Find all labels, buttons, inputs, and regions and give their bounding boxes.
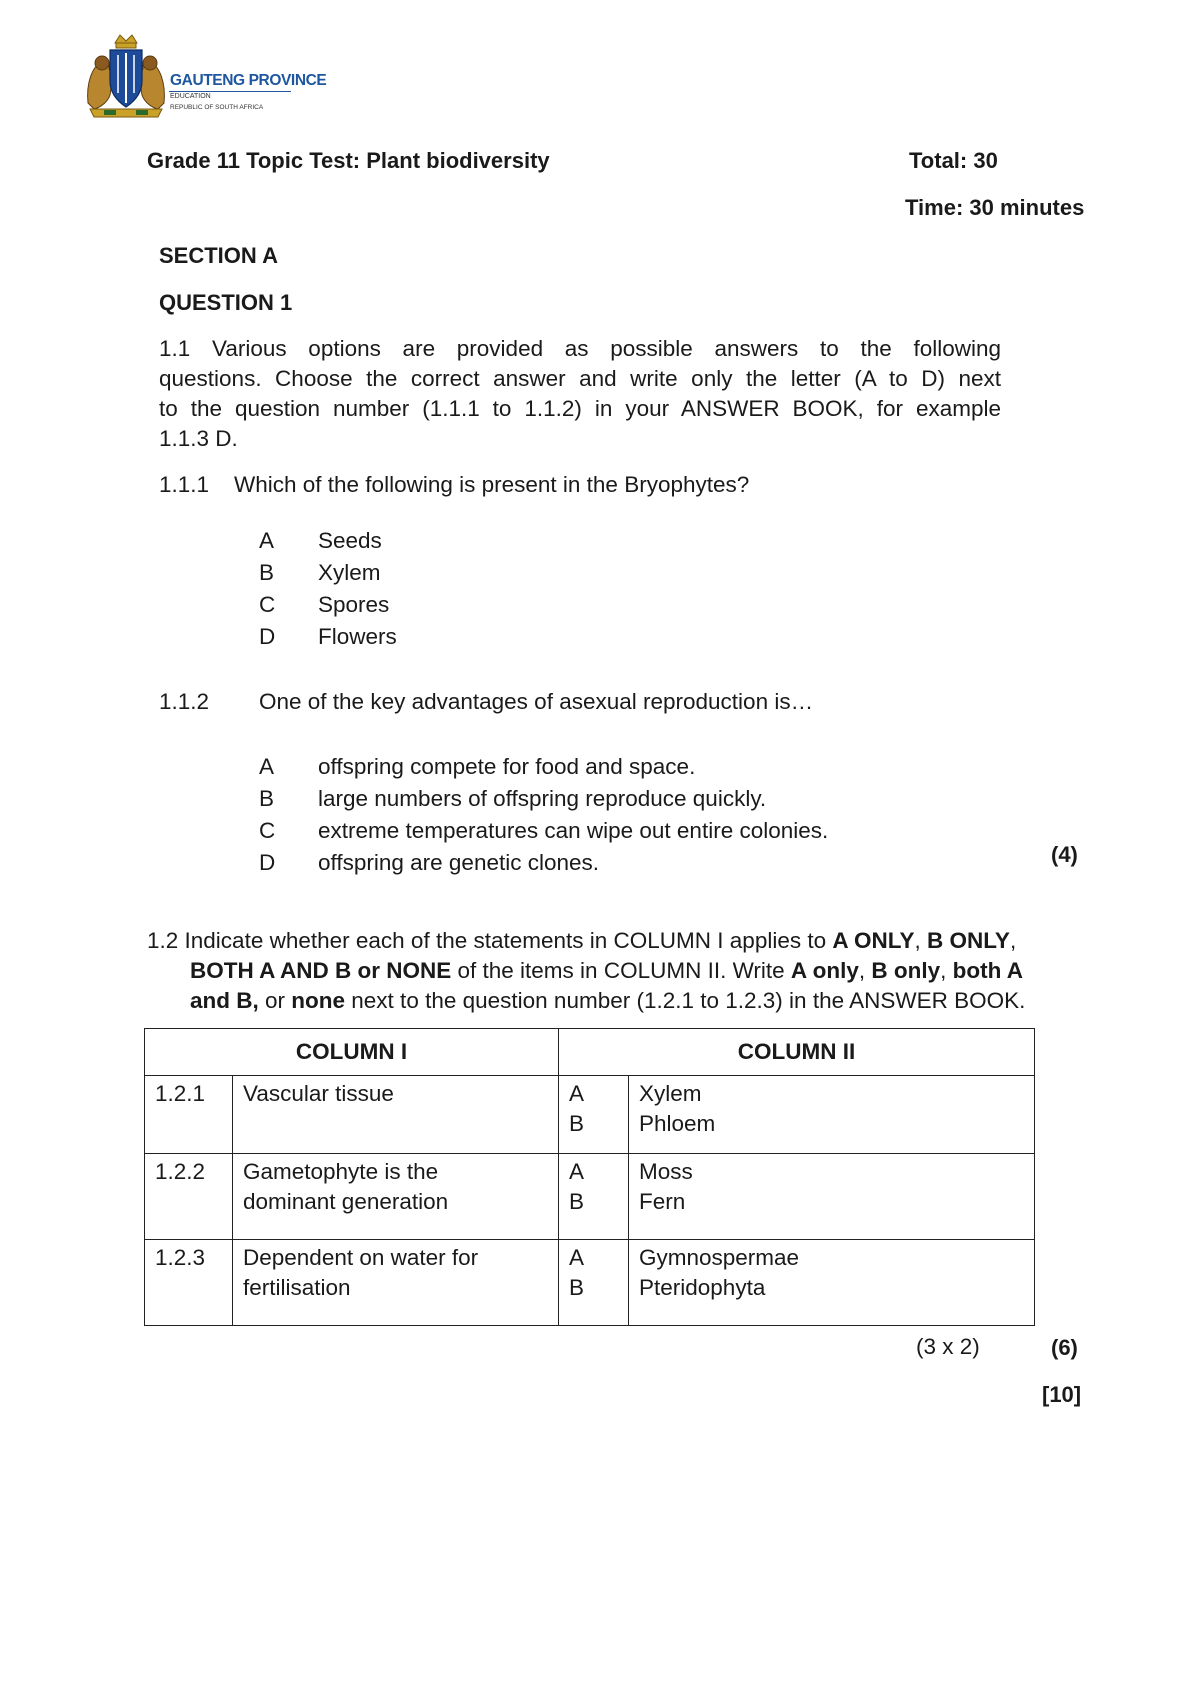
logo-divider: [169, 91, 291, 92]
column-ii-item: Fern: [639, 1189, 686, 1214]
row-number: 1.2.1: [145, 1076, 233, 1154]
logo-republic: REPUBLIC OF SOUTH AFRICA: [170, 104, 264, 111]
coat-of-arms-icon: [82, 33, 170, 119]
option-letter: A: [259, 528, 275, 553]
q1-2-instruction-line-2: [190, 956, 1023, 986]
option-letter: B: [569, 1275, 585, 1300]
option-letter: A: [259, 754, 275, 779]
instruction-line: 1.1.3 D.: [159, 426, 238, 451]
question-number: 1.1.2: [159, 689, 210, 714]
instruction-text: 1.2 Indicate whether each of the statements in COLUMN I applies to: [147, 928, 833, 953]
option-letter: A: [569, 1245, 585, 1270]
option-text: Flowers: [318, 624, 397, 649]
column-ii-item: Pteridophyta: [639, 1275, 766, 1300]
instruction-emphasis: A only: [790, 958, 859, 983]
marks-calculation: (3 x 2): [916, 1334, 980, 1359]
instruction-emphasis: both A: [952, 958, 1024, 983]
time-label: Time: 30 minutes: [905, 195, 1085, 220]
option-text: extreme temperatures can wipe out entire colonies.: [318, 818, 829, 843]
instruction-emphasis: B only: [871, 958, 941, 983]
row-number: 1.2.2: [145, 1154, 233, 1240]
column-ii-item: Gymnospermae: [639, 1245, 800, 1270]
statement-line: dominant generation: [243, 1189, 449, 1214]
option-text: large numbers of offspring reproduce quickly.: [318, 786, 767, 811]
column-ii-item: Xylem: [639, 1081, 702, 1106]
instruction-emphasis: B ONLY: [927, 928, 1010, 953]
instruction-text: ,: [940, 958, 953, 983]
row-number: 1.2.3: [145, 1240, 233, 1326]
option-text: Seeds: [318, 528, 382, 553]
question-text: Which of the following is present in the Bryophytes?: [234, 472, 750, 497]
option-letter: B: [259, 786, 275, 811]
row-statement: [233, 1240, 559, 1326]
q1-2-marks: (6): [1051, 1335, 1078, 1360]
question-number: 1.1.1: [159, 472, 210, 497]
instruction-line: questions. Choose the correct answer and write only the letter (A to D) next: [159, 366, 1001, 391]
row-statement: [233, 1154, 559, 1240]
table-row: [145, 1240, 1035, 1326]
instruction-line: 1.1 Various options are provided as possible answers to the following: [159, 336, 1001, 361]
statement-line: Vascular tissue: [243, 1081, 394, 1106]
statement-line: Dependent on water for: [243, 1245, 479, 1270]
column-ii-item: Phloem: [639, 1111, 716, 1136]
instruction-emphasis: none: [291, 988, 346, 1013]
option-letter: C: [259, 818, 276, 843]
row-letters: [559, 1240, 629, 1326]
table-row: [145, 1076, 1035, 1154]
q1-2-instruction-line-1: [147, 926, 1016, 956]
test-title: Grade 11 Topic Test: Plant biodiversity: [147, 148, 550, 173]
option-letter: A: [569, 1159, 585, 1184]
instruction-emphasis: and B,: [190, 988, 259, 1013]
question-total-marks: [10]: [1042, 1382, 1082, 1407]
instruction-text: ,: [914, 928, 927, 953]
column-ii-header: COLUMN II: [559, 1029, 1035, 1076]
table-header-row: [145, 1029, 1035, 1076]
instruction-text: ,: [858, 958, 872, 983]
row-items: [629, 1240, 1035, 1326]
option-letter: B: [569, 1111, 585, 1136]
statement-line: Gametophyte is the: [243, 1159, 439, 1184]
row-items: [629, 1154, 1035, 1240]
question-heading: QUESTION 1: [159, 290, 293, 315]
option-letter: A: [569, 1081, 585, 1106]
q1-1-instructions: [159, 334, 1001, 454]
option-letter: D: [259, 624, 276, 649]
row-items: [629, 1076, 1035, 1154]
column-i-header: COLUMN I: [145, 1029, 559, 1076]
table-row: [145, 1154, 1035, 1240]
option-text: offspring are genetic clones.: [318, 850, 600, 875]
question-text: One of the key advantages of asexual reproduction is…: [259, 689, 814, 714]
option-letter: B: [259, 560, 275, 585]
logo-province-name: GAUTENG PROVINCE: [170, 72, 327, 89]
instruction-emphasis: A ONLY: [832, 928, 915, 953]
instruction-emphasis: BOTH A AND B or NONE: [190, 958, 452, 983]
row-statement: [233, 1076, 559, 1154]
statement-line: fertilisation: [243, 1275, 351, 1300]
total-marks-label: Total: 30: [909, 148, 998, 173]
row-letters: [559, 1154, 629, 1240]
logo-department: EDUCATION: [170, 93, 211, 100]
row-letters: [559, 1076, 629, 1154]
instruction-text: or: [258, 988, 292, 1013]
section-heading: SECTION A: [159, 243, 278, 268]
column-matching-table: [144, 1028, 1035, 1326]
instruction-text: ,: [1009, 928, 1017, 953]
column-ii-item: Moss: [639, 1159, 693, 1184]
instruction-text: of the items in COLUMN II. Write: [451, 958, 791, 983]
option-letter: B: [569, 1189, 585, 1214]
instruction-text: next to the question number (1.2.1 to 1.2.3) in the ANSWER BOOK.: [345, 988, 1026, 1013]
option-letter: C: [259, 592, 276, 617]
option-text: offspring compete for food and space.: [318, 754, 696, 779]
instruction-line: to the question number (1.1.1 to 1.1.2) in your ANSWER BOOK, for example: [159, 396, 1001, 421]
option-text: Xylem: [318, 560, 381, 585]
q1-1-marks: (4): [1051, 842, 1078, 867]
option-text: Spores: [318, 592, 390, 617]
q1-2-instruction-line-3: [190, 986, 1025, 1016]
option-letter: D: [259, 850, 276, 875]
